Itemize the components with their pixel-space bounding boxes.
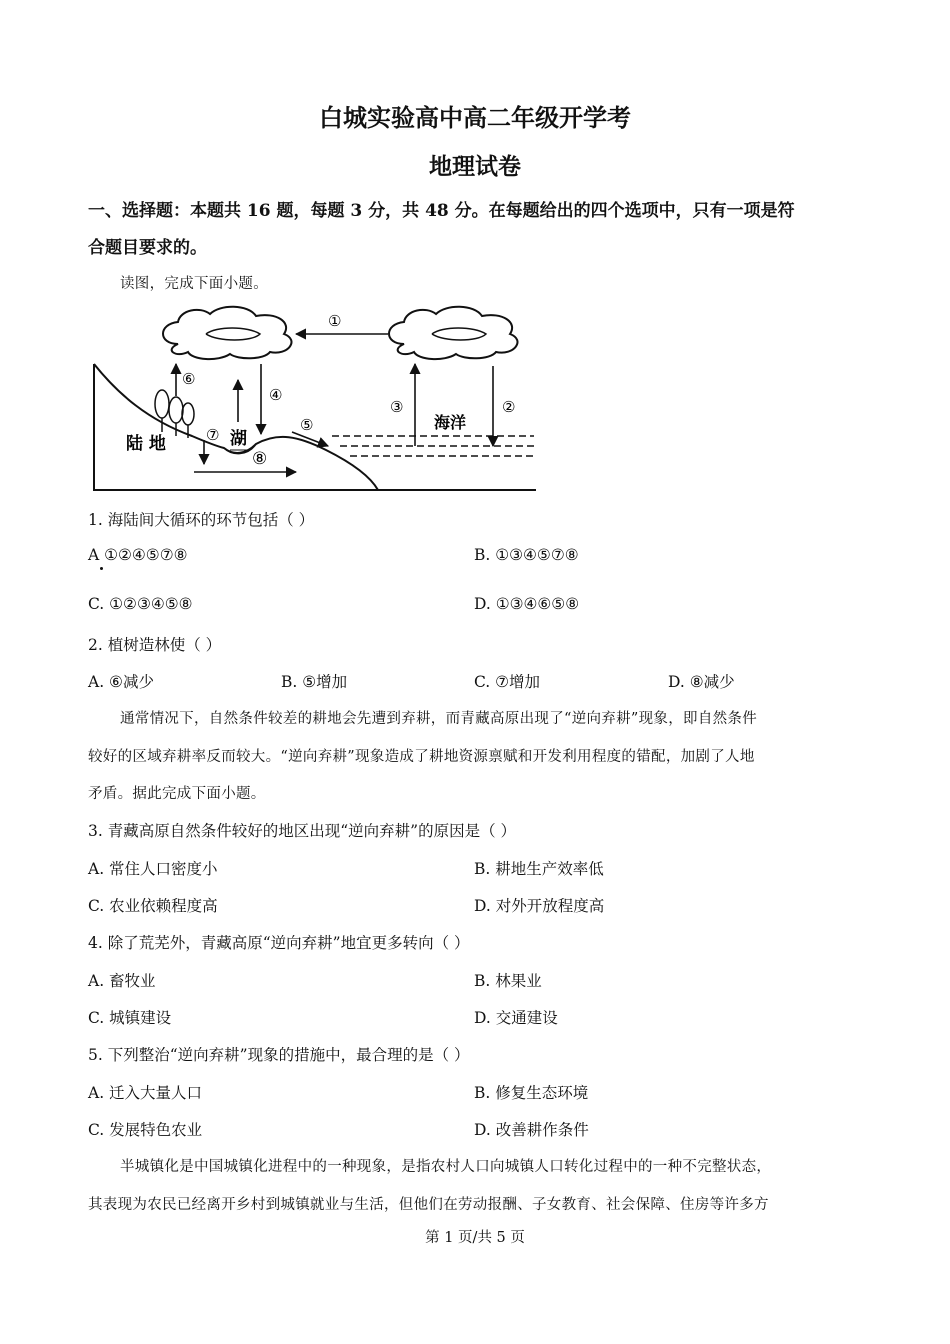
water-cycle-diagram	[88, 304, 540, 496]
label-3: ③	[390, 398, 404, 416]
question-1-option-a: A ①②④⑤⑦⑧	[88, 546, 188, 564]
dot-mark	[100, 567, 103, 570]
question-1-option-b: B. ①③④⑤⑦⑧	[474, 546, 579, 564]
question-3-option-d: D. 对外开放程度高	[474, 897, 605, 915]
question-4-option-a: A. 畜牧业	[88, 972, 156, 990]
question-2-stem: 2. 植树造林使（ ）	[88, 636, 222, 654]
passage2-line2: 较好的区域弃耕率反而较大。“逆向弃耕”现象造成了耕地资源禀赋和开发利用程度的错配，加剧了人地	[88, 749, 755, 765]
label-4: ④	[269, 386, 283, 404]
diagram-frame	[94, 364, 536, 490]
label-7: ⑦	[206, 426, 220, 444]
question-3-stem: 3. 青藏高原自然条件较好的地区出现“逆向弃耕”的原因是（ ）	[88, 822, 516, 840]
label-1: ①	[328, 312, 342, 330]
passage3-line1: 半城镇化是中国城镇化进程中的一种现象，是指农村人口向城镇人口转化过程中的一种不完整状态，	[120, 1159, 772, 1175]
question-2-option-c: C. ⑦增加	[474, 673, 541, 691]
label-2: ②	[502, 398, 516, 416]
passage3-line2: 其表现为农民已经离开乡村到城镇就业与生活，但他们在劳动报酬、子女教育、社会保障、住房等许多方	[88, 1197, 769, 1213]
page-subtitle: 地理试卷	[429, 153, 521, 180]
intro-instruction: 读图，完成下面小题。	[120, 276, 268, 292]
section-heading-line1: 一、选择题：本题共 16 题，每题 3 分，共 48 分。在每题给出的四个选项中，只有一项是符	[88, 201, 795, 221]
passage2-line3: 矛盾。据此完成下面小题。	[88, 786, 266, 802]
section-heading-line2: 合题目要求的。	[88, 238, 207, 258]
question-1-option-c: C. ①②③④⑤⑧	[88, 595, 193, 613]
question-4-option-d: D. 交通建设	[474, 1009, 558, 1027]
question-5-option-c: C. 发展特色农业	[88, 1121, 203, 1139]
page-footer: 第 1 页/共 5 页	[425, 1230, 525, 1246]
label-ocean: 海洋	[434, 413, 467, 432]
label-5: ⑤	[300, 416, 314, 434]
question-1-stem: 1. 海陆间大循环的环节包括（ ）	[88, 511, 315, 529]
question-5-option-a: A. 迁入大量人口	[88, 1084, 203, 1102]
page-title: 白城实验高中高二年级开学考	[319, 103, 631, 132]
question-4-option-b: B. 林果业	[474, 972, 542, 990]
label-lake: 湖	[230, 429, 247, 449]
question-4-stem: 4. 除了荒芜外，青藏高原“逆向弃耕”地宜更多转向（ ）	[88, 934, 470, 952]
label-land: 陆 地	[126, 434, 166, 454]
cloud-right-icon	[389, 307, 517, 359]
question-2-option-a: A. ⑥减少	[88, 673, 154, 691]
question-5-option-b: B. 修复生态环境	[474, 1084, 589, 1102]
tree-icon	[155, 390, 194, 438]
label-8: ⑧	[252, 449, 268, 469]
question-3-option-b: B. 耕地生产效率低	[474, 860, 604, 878]
question-2-option-b: B. ⑤增加	[281, 673, 348, 691]
ocean-surface	[332, 436, 534, 456]
question-3-option-c: C. 农业依赖程度高	[88, 897, 218, 915]
label-6: ⑥	[182, 370, 196, 388]
question-1-option-d: D. ①③④⑥⑤⑧	[474, 595, 580, 613]
question-5-option-d: D. 改善耕作条件	[474, 1121, 589, 1139]
cloud-left-icon	[163, 307, 291, 359]
land-surface	[94, 364, 378, 490]
question-5-stem: 5. 下列整治“逆向弃耕”现象的措施中，最合理的是（ ）	[88, 1046, 470, 1064]
question-4-option-c: C. 城镇建设	[88, 1009, 172, 1027]
passage2-line1: 通常情况下，自然条件较差的耕地会先遭到弃耕，而青藏高原出现了“逆向弃耕”现象，即自然条件	[120, 711, 758, 727]
question-3-option-a: A. 常住人口密度小	[88, 860, 218, 878]
question-2-option-d: D. ⑧减少	[668, 673, 735, 691]
